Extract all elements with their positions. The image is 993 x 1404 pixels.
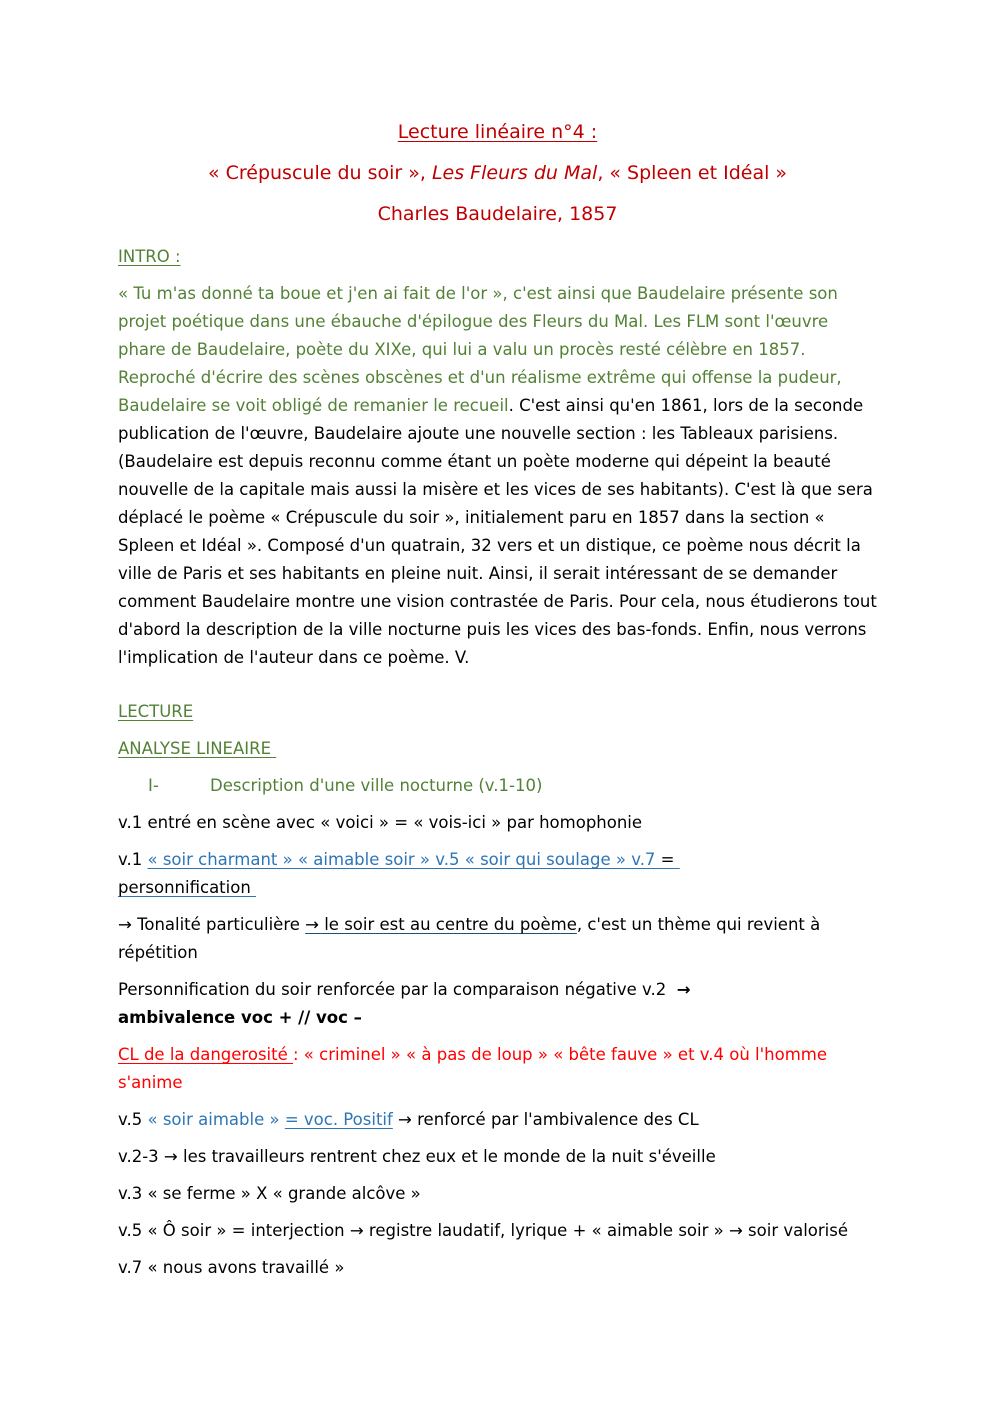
text-run: v.7 « nous avons travaillé » <box>118 1258 345 1277</box>
document-title <box>118 118 877 147</box>
document-subtitle <box>118 159 877 188</box>
outline-heading-1 <box>118 772 877 800</box>
document-subtitle-seg1: « Crépuscule du soir », <box>207 162 432 184</box>
text-run: v.5 <box>118 1110 148 1129</box>
analysis-note-v5-soir-aimable <box>118 1106 877 1134</box>
section-heading-analyse <box>118 735 877 763</box>
list-marker: I- <box>148 776 159 795</box>
section-heading-intro <box>118 243 877 271</box>
document-title-text: Lecture linéaire n°4 : <box>397 121 598 143</box>
analysis-note-v1-homophonie <box>118 809 877 837</box>
analysis-note-v2-3 <box>118 1143 877 1171</box>
section-heading-lecture <box>118 698 877 726</box>
text-run: ANALYSE LINEAIRE <box>118 739 277 758</box>
text-run: « soir charmant » « aimable soir » v.5 « soir qui soulage » v.7 <box>147 850 656 869</box>
text-run: Personnification du soir renforcée par la comparaison négative v.2 <box>118 980 677 999</box>
text-run: CL de la dangerosité <box>118 1045 293 1064</box>
text-run: « soir aimable » <box>147 1110 285 1129</box>
text-run: = voc. Positif <box>284 1110 393 1129</box>
text-run: INTRO : <box>118 247 181 266</box>
analysis-note-v5-o-soir <box>118 1217 877 1245</box>
analysis-note-tonalite <box>118 911 877 967</box>
document-subtitle-work-title: Les Fleurs du Mal <box>431 162 598 184</box>
text-run: → <box>676 980 691 999</box>
analysis-note-comparaison-negative <box>118 976 877 1032</box>
text-run: v.1 <box>118 850 148 869</box>
analysis-note-v3 <box>118 1180 877 1208</box>
text-run: , c'est un thème qui revient à répétition <box>118 915 826 962</box>
text-run: → renforcé par l'ambivalence des CL <box>392 1110 699 1129</box>
text-run: = <box>655 850 680 869</box>
analysis-note-v7 <box>118 1254 877 1282</box>
text-run: v.3 « se ferme » X « grande alcôve » <box>118 1184 421 1203</box>
text-run: personnification <box>118 878 257 897</box>
document-subtitle-seg2: , « Spleen et Idéal » <box>597 162 788 184</box>
text-run: v.1 entré en scène avec « voici » = « vois-ici » par homophonie <box>118 813 643 832</box>
document-author-line <box>118 200 877 229</box>
document-header <box>118 118 877 229</box>
text-run: Description d'une ville nocturne (v.1-10) <box>210 776 543 795</box>
text-run: LECTURE <box>118 702 194 721</box>
document-author-text: Charles Baudelaire, 1857 <box>377 203 618 225</box>
text-run: v.2-3 → les travailleurs rentrent chez eux et le monde de la nuit s'éveille <box>118 1147 716 1166</box>
text-run: « Tu m'as donné ta boue et j'en ai fait de l'or », c'est ainsi que Baudelaire présente son projet poétique dans une ébauche d'épilogue des Fleurs du Mal. Les FLM sont l'œuvre phare de Baudelaire, poète du XIXe, qui lui a valu un procès resté célèbre en 1857. Reproché d'écrire des scènes obscènes et d'un réalisme extrême qui offense la pudeur, Baudelaire se voit obligé de remanier le recueil <box>118 284 847 415</box>
text-run: . C'est ainsi qu'en 1861, lors de la seconde publication de l'œuvre, Baudelaire ajoute une nouvelle section : les Tableaux parisiens. (Baudelaire est depuis reconnu comme étant un poète moderne qui dépeint la beauté nouvelle de la capitale mais aussi la misère et les vices de ses habitants). C'est là que sera déplacé le poème « Crépuscule du soir », initialement paru en 1857 dans la section « Spleen et Idéal ». Composé d'un quatrain, 32 vers et un distique, ce poème nous décrit la ville de Paris et ses habitants en pleine nuit. Ainsi, il serait intéressant de se demander comment Baudelaire montre une vision contrastée de Paris. Pour cela, nous étudierons tout d'abord la description de la ville nocturne puis les vices des bas-fonds. Enfin, nous verrons l'implication de l'auteur dans ce poème. V. <box>118 396 883 667</box>
analysis-note-v1-personnification <box>118 846 877 902</box>
document-body <box>118 243 883 1282</box>
text-run: ambivalence voc + // voc – <box>118 1008 362 1027</box>
text-run: v.5 « Ô soir » = interjection → registre laudatif, lyrique + « aimable soir » → soir valorisé <box>118 1221 849 1240</box>
analysis-note-cl-dangerosite <box>118 1041 877 1097</box>
intro-paragraph <box>118 280 883 672</box>
text-run: → le soir est au centre du poème <box>305 915 577 934</box>
text-run: : « criminel » « à pas de loup » « bête fauve » et v.4 où l'homme s'anime <box>118 1045 833 1092</box>
text-run: → Tonalité particulière <box>118 915 306 934</box>
